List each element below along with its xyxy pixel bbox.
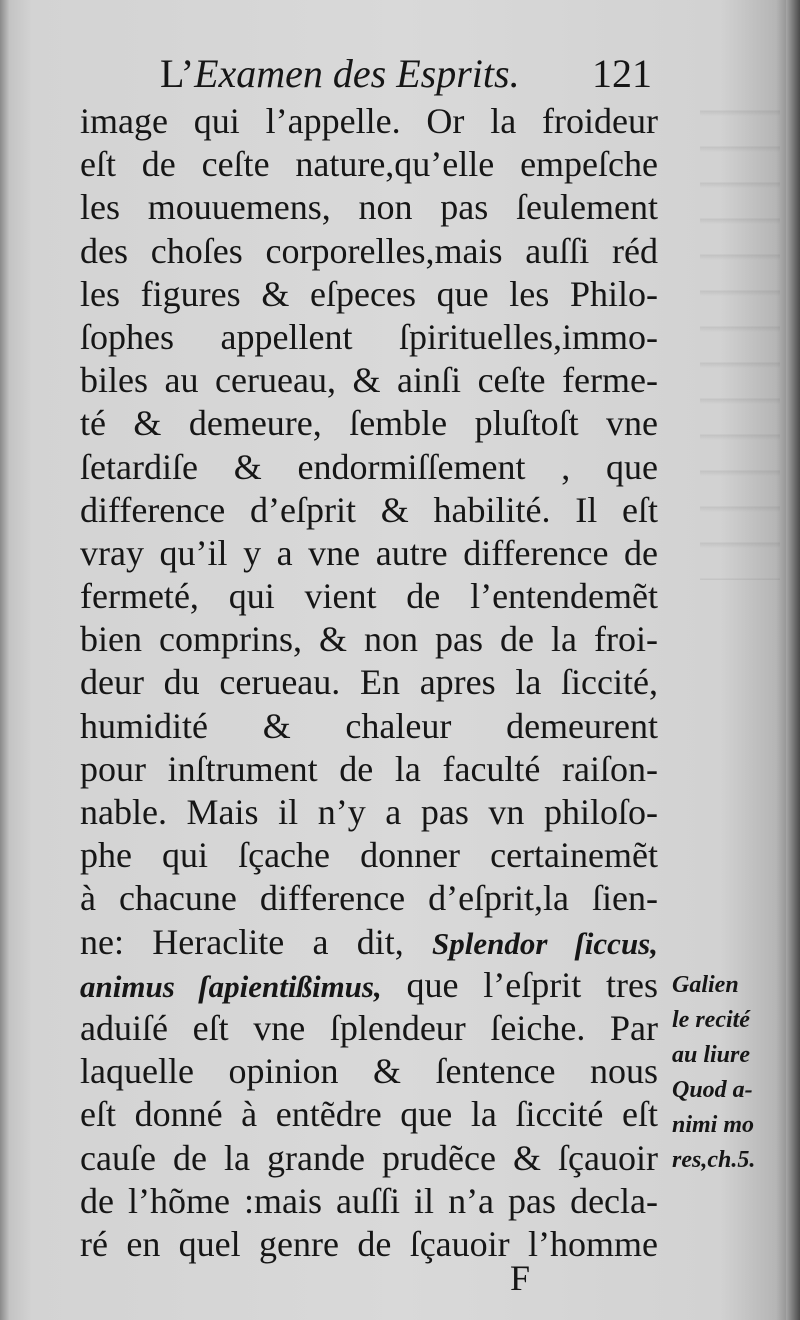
marginal-note-line: nimi mo	[672, 1112, 755, 1138]
text-line: laquelle opinion & ſentence nous	[80, 1051, 658, 1092]
running-title	[160, 46, 520, 102]
text-line: les mouuemens, non pas ſeulement	[80, 187, 658, 228]
marginal-note-line: le recité	[672, 1007, 750, 1033]
text-line: biles au cerueau, & ainſi ceſte ferme-	[80, 360, 658, 401]
page-gutter-shadow	[0, 0, 10, 1320]
text-line: cauſe de la grande prudẽce & ſçauoir	[80, 1137, 658, 1178]
text-line: ſophes appellent ſpirituelles,immo-	[80, 316, 658, 357]
marginal-note-line: Quod a-	[672, 1077, 753, 1103]
marginal-note	[672, 968, 790, 1178]
main-text-block	[80, 100, 658, 1266]
text-line: image qui l’appelle. Or la froideur	[80, 101, 658, 141]
text-line: difference d’eſprit & habilité. Il eſt	[80, 489, 658, 530]
text-line: eſt donné à entẽdre que la ſiccité eſt	[80, 1094, 658, 1135]
text-line: pour inſtrument de la faculté raiſon-	[80, 748, 658, 789]
text-line: fermeté, qui vient de l’entendemẽt	[80, 576, 658, 617]
text-line: ſetardiſe & endormiſſement , que	[80, 446, 658, 487]
marginal-note-line: res,ch.5.	[672, 1147, 756, 1173]
running-header	[160, 46, 660, 102]
latin-quote: animus ſapientißimus,	[80, 968, 382, 1004]
text-line: ré en quel genre de ſçauoir l’homme	[80, 1223, 658, 1264]
text-line: vray qu’il y a vne autre difference de	[80, 532, 658, 573]
marginal-note-line: au liure	[672, 1042, 751, 1068]
text-line: deur du cerueau. En apres la ſiccité,	[80, 662, 658, 703]
signature-mark: F	[509, 1258, 531, 1298]
text-line: aduiſé eſt vne ſplendeur ſeiche. Par	[80, 1007, 658, 1048]
latin-quote: Splendor ſiccus,	[432, 925, 658, 961]
text-line: nable. Mais il n’y a pas vn philoſo-	[80, 792, 658, 832]
text-line: eſt de ceſte nature,qu’elle empeſche	[80, 144, 658, 185]
text-line-with-quote	[80, 964, 658, 1007]
marginal-note-line: Galien	[672, 972, 739, 998]
running-title-prefix: L’	[160, 51, 195, 96]
text-line: de l’hõme :mais auſſi il n’a pas decla-	[80, 1180, 658, 1221]
text-line: bien comprins, & non pas de la froi-	[80, 619, 658, 660]
text-segment: ne: Heraclite a dit,	[80, 921, 404, 962]
text-line: humidité & chaleur demeurent	[80, 705, 658, 746]
page-number: 121	[592, 51, 652, 96]
text-line: les figures & eſpeces que les Philo-	[80, 273, 658, 314]
text-line-with-quote	[80, 921, 658, 964]
text-line: des choſes corporelles,mais auſſi réd	[80, 230, 658, 271]
running-title-rest: Examen des Esprits.	[194, 51, 520, 96]
text-line: à chacune difference d’eſprit,la ſien-	[80, 878, 658, 919]
text-line: phe qui ſçache donner certainemẽt	[80, 835, 658, 876]
text-line: té & demeure, ſemble pluſtoſt vne	[80, 403, 658, 444]
show-through-text	[700, 80, 780, 580]
text-segment: que l’eſprit tres	[406, 964, 659, 1005]
